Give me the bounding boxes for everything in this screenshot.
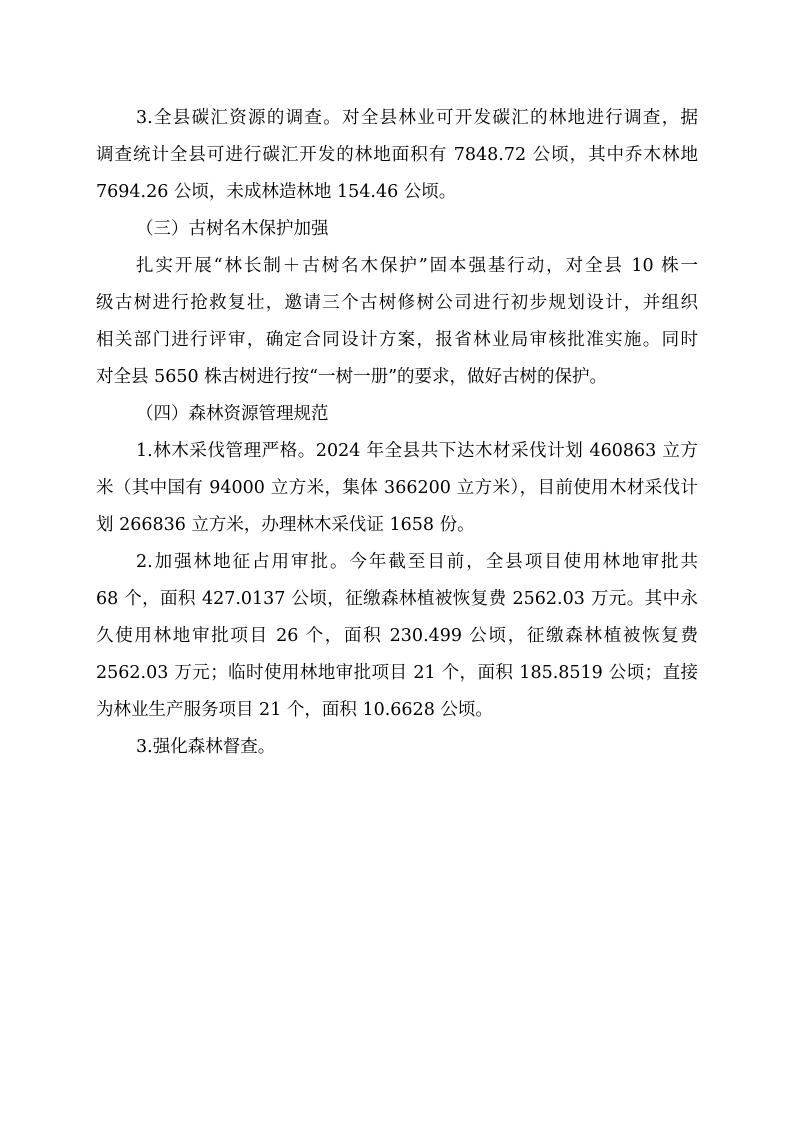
text-line: 调查统计全县可进行碳汇开发的林地面积有 7848.72 公顷，其中乔木林地 [96,145,698,165]
paragraph-forest-inspection [96,729,698,766]
text-line: 对全县 5650 株古树进行按“一树一册”的要求，做好古树的保护。 [96,367,608,387]
text-line: 级古树进行抢救复壮，邀请三个古树修树公司进行初步规划设计，并组织 [96,293,698,313]
section-heading: （三）古树名木保护加强 [136,219,329,239]
document-body [96,100,698,766]
text-line: 68 个，面积 427.0137 公顷，征缴森林植被恢复费 2562.03 万元。其中永 [96,589,698,609]
paragraph-ancient-tree-protection [96,248,698,396]
text-line: 米（其中国有 94000 立方米，集体 366200 立方米），目前使用木材采伐计 [96,478,698,498]
section-heading: （四）森林资源管理规范 [136,404,329,424]
text-line: 相关部门进行评审，确定合同设计方案，报省林业局审核批准实施。同时 [96,330,698,350]
text-line: 2562.03 万元；临时使用林地审批项目 21 个，面积 185.8519 公顷；直接 [96,663,698,683]
section-heading-forest-management [96,396,698,433]
text-line: 为林业生产服务项目 21 个，面积 10.6628 公顷。 [96,700,493,720]
section-heading-ancient-trees [96,211,698,248]
text-line: 7694.26 公顷，未成林造林地 154.46 公顷。 [96,182,457,202]
text-line: 划 266836 立方米，办理林木采伐证 1658 份。 [96,515,475,535]
paragraph-logging-management [96,433,698,544]
text-line: 1.林木采伐管理严格。2024 年全县共下达木材采伐计划 460863 立方 [136,441,698,461]
text-line: 3.全县碳汇资源的调查。对全县林业可开发碳汇的林地进行调查，据 [136,108,698,128]
text-line: 2.加强林地征占用审批。今年截至目前，全县项目使用林地审批共 [136,552,698,572]
text-line: 3.强化森林督查。 [136,737,276,757]
paragraph-carbon-survey [96,100,698,211]
paragraph-forest-land-approval [96,544,698,729]
text-line: 久使用林地审批项目 26 个，面积 230.499 公顷，征缴森林植被恢复费 [96,626,698,646]
text-line: 扎实开展“林长制＋古树名木保护”固本强基行动，对全县 10 株一 [136,256,698,276]
